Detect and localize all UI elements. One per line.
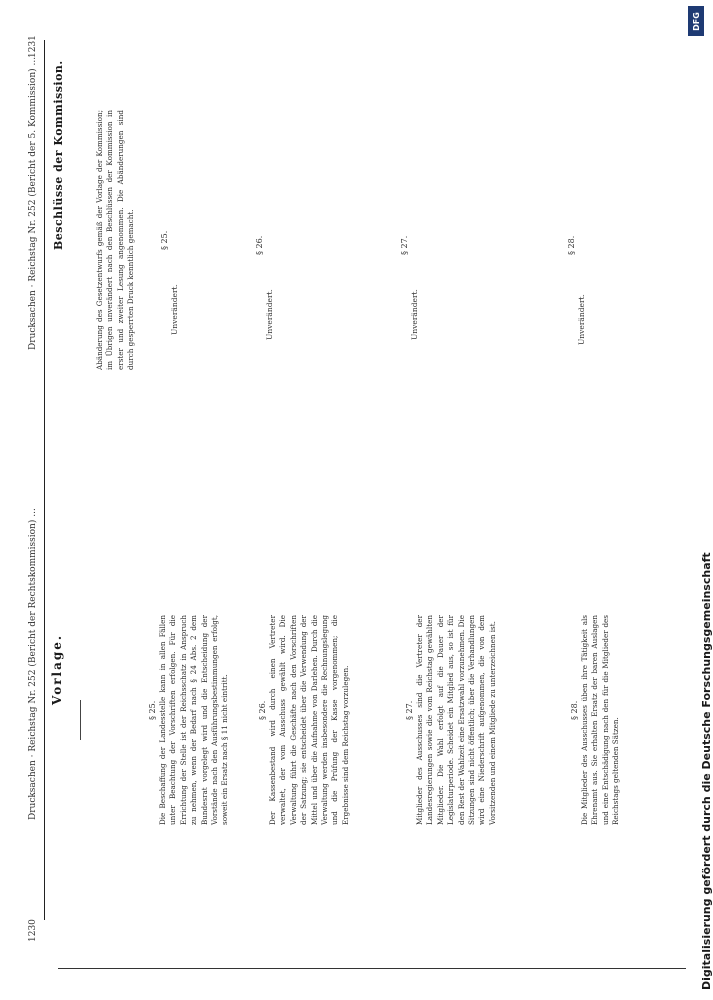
- paragraph-text-27: Mitglieder des Ausschusses sind die Vertreter der Landesregierungen sowie die vom Reichstag gewählten Mitglieder. Die Wahl erfolgt auf die Dauer der Legislaturperiode. Scheidet ein Mitglied aus, so ist für den Rest der Wahlzeit eine Ersatzwahl vorzunehmen. Die Sitzungen sind nicht öffentlich; über die Verhandlungen wird eine Niederschrift aufgenommen, die von dem Vorsitzenden und einem Mitgliede zu unterzeichnen ist.: [415, 615, 497, 825]
- right-side-note-26: Unverändert.: [265, 289, 274, 340]
- right-side-note-25: Unverändert.: [170, 284, 179, 335]
- right-intro-text: Abänderung des Gesetzentwurfs gemäß der Vorlage der Kommission; im Übrigen unverändert nach den Beschlüssen der Kommission in erster und zweiter Lesung angenommen. Die Abänderungen sind durch gesperrten Druck kenntlich gemacht.: [95, 110, 136, 370]
- right-side-note-27: Unverändert.: [410, 289, 419, 340]
- paragraph-text-26: Der Kassenbestand wird durch einen Vertreter verwaltet, der vom Ausschuss gewählt wird. Die Verwaltung führt die Geschäfte nach den Vorschriften der Satzung; sie entscheidet über die Verwendung der Mittel und über die Aufnahme von Darlehen. Durch die Verwaltung werden insbesondere die Rechnungslegung und die Prüfung der Kasse vorgenommen; die Ergebnisse sind dem Reichstag vorzulegen.: [268, 615, 350, 825]
- running-header-left: Drucksachen · Reichstag Nr. 252 (Bericht der Rechtskommission) ...: [28, 508, 38, 820]
- header-rule-left: [44, 40, 45, 920]
- paragraph-text-25: Die Beschaffung der Landesstelle kann in allen Fällen unter Beachtung der Vorschriften erfolgen. Für die Errichtung der Stelle ist der Reichsschatz in Anspruch zu nehmen, wenn der Bedarf nach § 24 Abs. 2 dem Bundesrat vorgelegt wird und die Entscheidung der Vorstände nach den Ausführungsbestimmungen erfolgt, soweit ein Ersatz nach § 11 nicht eintritt.: [158, 615, 230, 825]
- right-paragraph-head-27: § 27.: [400, 235, 409, 255]
- dfg-logo-icon: DFG: [688, 6, 704, 36]
- right-page-title: Beschlüsse der Kommission.: [52, 60, 65, 250]
- dfg-notice: Digitalisierung gefördert durch die Deutsche Forschungsgemeinschaft: [700, 552, 713, 990]
- right-paragraph-head-28: § 28.: [567, 235, 576, 255]
- page-bottom-rule: [58, 968, 688, 969]
- paragraph-head-27: § 27.: [405, 700, 414, 720]
- paragraph-head-28: § 28.: [570, 700, 579, 720]
- right-paragraph-head-25: § 25.: [160, 230, 169, 250]
- paragraph-head-25: § 25.: [148, 700, 157, 720]
- right-paragraph-head-26: § 26.: [255, 235, 264, 255]
- left-page-title: Vorlage.: [50, 633, 64, 705]
- page-number-right: 1231: [28, 35, 38, 58]
- left-title-rule: [80, 700, 81, 740]
- running-header-right: Drucksachen · Reichstag Nr. 252 (Bericht der 5. Kommission) ...: [28, 56, 38, 350]
- paragraph-text-28: Die Mitglieder des Ausschusses üben ihre Tätigkeit als Ehrenamt aus. Sie erhalten Ersatz der baren Auslagen und eine Entschädigung nach den für die Mitglieder des Reichstags geltenden Sätzen.: [580, 615, 621, 825]
- paragraph-head-26: § 26.: [258, 700, 267, 720]
- right-side-note-28: Unverändert.: [577, 294, 586, 345]
- page-number-left: 1230: [28, 919, 38, 942]
